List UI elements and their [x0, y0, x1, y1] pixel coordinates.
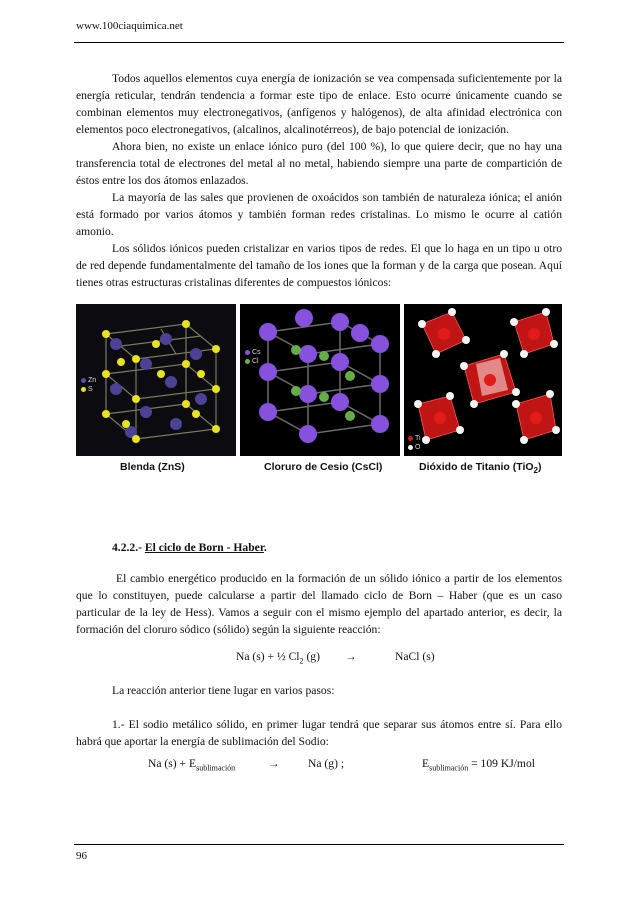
ti-legend-dot	[408, 436, 413, 441]
cscl-structure-image	[240, 304, 400, 456]
crystal-structures-figure	[76, 304, 562, 456]
reaction-left: Na (s) + ½ Cl	[236, 650, 300, 663]
legend-label: Cs	[252, 349, 261, 356]
sublimation-energy	[422, 757, 535, 772]
zns-structure-image	[76, 304, 236, 456]
reaction-arrow: →	[345, 650, 357, 663]
section-number: 4.2.2.-	[112, 541, 142, 554]
caption-subscript: 2	[533, 466, 538, 476]
paragraph: El cambio energético producido en la formación de un sólido iónico a partir de los elementos que lo constituyen, puede calcularse a partir del llamado ciclo de Born – Haber (que es un caso particular de la ley de Hess). Vamos a seguir con el mismo ejemplo del apartado anterior, es decir, la formación del cloruro sódico (sólido) según la siguiente reacción:	[76, 572, 562, 636]
cscl-legend	[245, 348, 261, 366]
legend-label: Ti	[415, 435, 421, 442]
reaction-right: NaCl (s)	[395, 650, 435, 663]
tio2-caption	[419, 461, 541, 475]
cscl-lattice-graphic	[240, 304, 400, 456]
reaction-left-subscript: 2	[299, 656, 304, 666]
footer-divider	[74, 844, 564, 845]
section-title-end: .	[263, 541, 267, 554]
energy-value: = 109 KJ/mol	[468, 757, 535, 770]
step1-text	[76, 716, 562, 750]
tio2-legend	[408, 434, 421, 452]
header-url[interactable]: www.100ciaquimica.net	[76, 20, 183, 32]
page-number: 96	[76, 850, 87, 862]
reaction-left-end: (g)	[303, 650, 320, 663]
born-haber-text	[76, 570, 562, 638]
zns-legend	[81, 376, 96, 394]
legend-label: S	[88, 386, 93, 393]
section-title-text: El ciclo de Born - Haber	[144, 541, 264, 554]
cs-legend-dot	[245, 350, 250, 355]
tio2-lattice-graphic	[404, 304, 562, 456]
sublimation-equation-right: Na (g) ;	[308, 757, 345, 770]
zns-lattice-graphic	[76, 304, 236, 456]
energy-subscript: sublimación	[429, 763, 469, 773]
tio2-structure-image	[404, 304, 562, 456]
o-legend-dot	[408, 445, 413, 450]
paragraph: Todos aquellos elementos cuya energía de ionización se vea compensada suficientemente por la energía reticular, tendrán tendencia a formar este tipo de enlace. Esto ocurre únicamente cuando se combinan elementos muy electronegativos, (anfígenos y halógenos), de alta afinidad electrónica con elementos poco electronegativos, (alcalinos, alcalinotérreos), de bajo potencial de ionización.	[76, 72, 562, 136]
paragraph: Ahora bien, no existe un enlace iónico puro (del 100 %), lo que quiere decir, que no hay una transferencia total de electrones del metal al no metal, habiendo siempre una parte de compartición de éstos entre los dos átomos enlazados.	[76, 140, 562, 187]
cscl-caption: Cloruro de Cesio (CsCl)	[264, 461, 383, 473]
reaction-equation	[236, 650, 320, 665]
caption-main: Dióxido de Titanio (TiO	[419, 461, 534, 473]
zn-legend-dot	[81, 378, 86, 383]
intro-text	[76, 70, 562, 291]
caption-end: )	[537, 461, 542, 473]
legend-label: Cl	[252, 358, 259, 365]
zns-caption: Blenda (ZnS)	[120, 461, 185, 473]
cl-legend-dot	[245, 359, 250, 364]
sublimation-equation-arrow: →	[268, 757, 280, 770]
equation-left: Na (s) + E	[148, 757, 197, 770]
legend-label: O	[415, 444, 421, 451]
paragraph: 1.- El sodio metálico sólido, en primer lugar tendrá que separar sus átomos entre sí. Para ello habrá que aportar la energía de sublimación del Sodio:	[76, 718, 562, 748]
steps-intro: La reacción anterior tiene lugar en varios pasos:	[112, 684, 335, 697]
equation-left-subscript: sublimación	[196, 763, 236, 773]
header-divider	[74, 42, 564, 43]
energy-label: E	[422, 757, 430, 770]
legend-label: Zn	[88, 377, 97, 384]
sublimation-equation-left	[148, 757, 235, 772]
section-heading	[112, 541, 267, 554]
paragraph: La mayoría de las sales que provienen de oxoácidos son también de naturaleza iónica; el anión está formado por varios átomos y también forman redes cristalinas. Lo mismo le ocurre al catión amonio.	[76, 191, 562, 238]
paragraph: Los sólidos iónicos pueden cristalizar en varios tipos de redes. El que lo haga en un tipo u otro de red depende fundamentalmente del tamaño de los iones que la forman y de la carga que posean. Aquí tienes otras estructuras cristalinas diferentes de compuestos iónicos:	[76, 242, 562, 289]
s-legend-dot	[81, 387, 86, 392]
